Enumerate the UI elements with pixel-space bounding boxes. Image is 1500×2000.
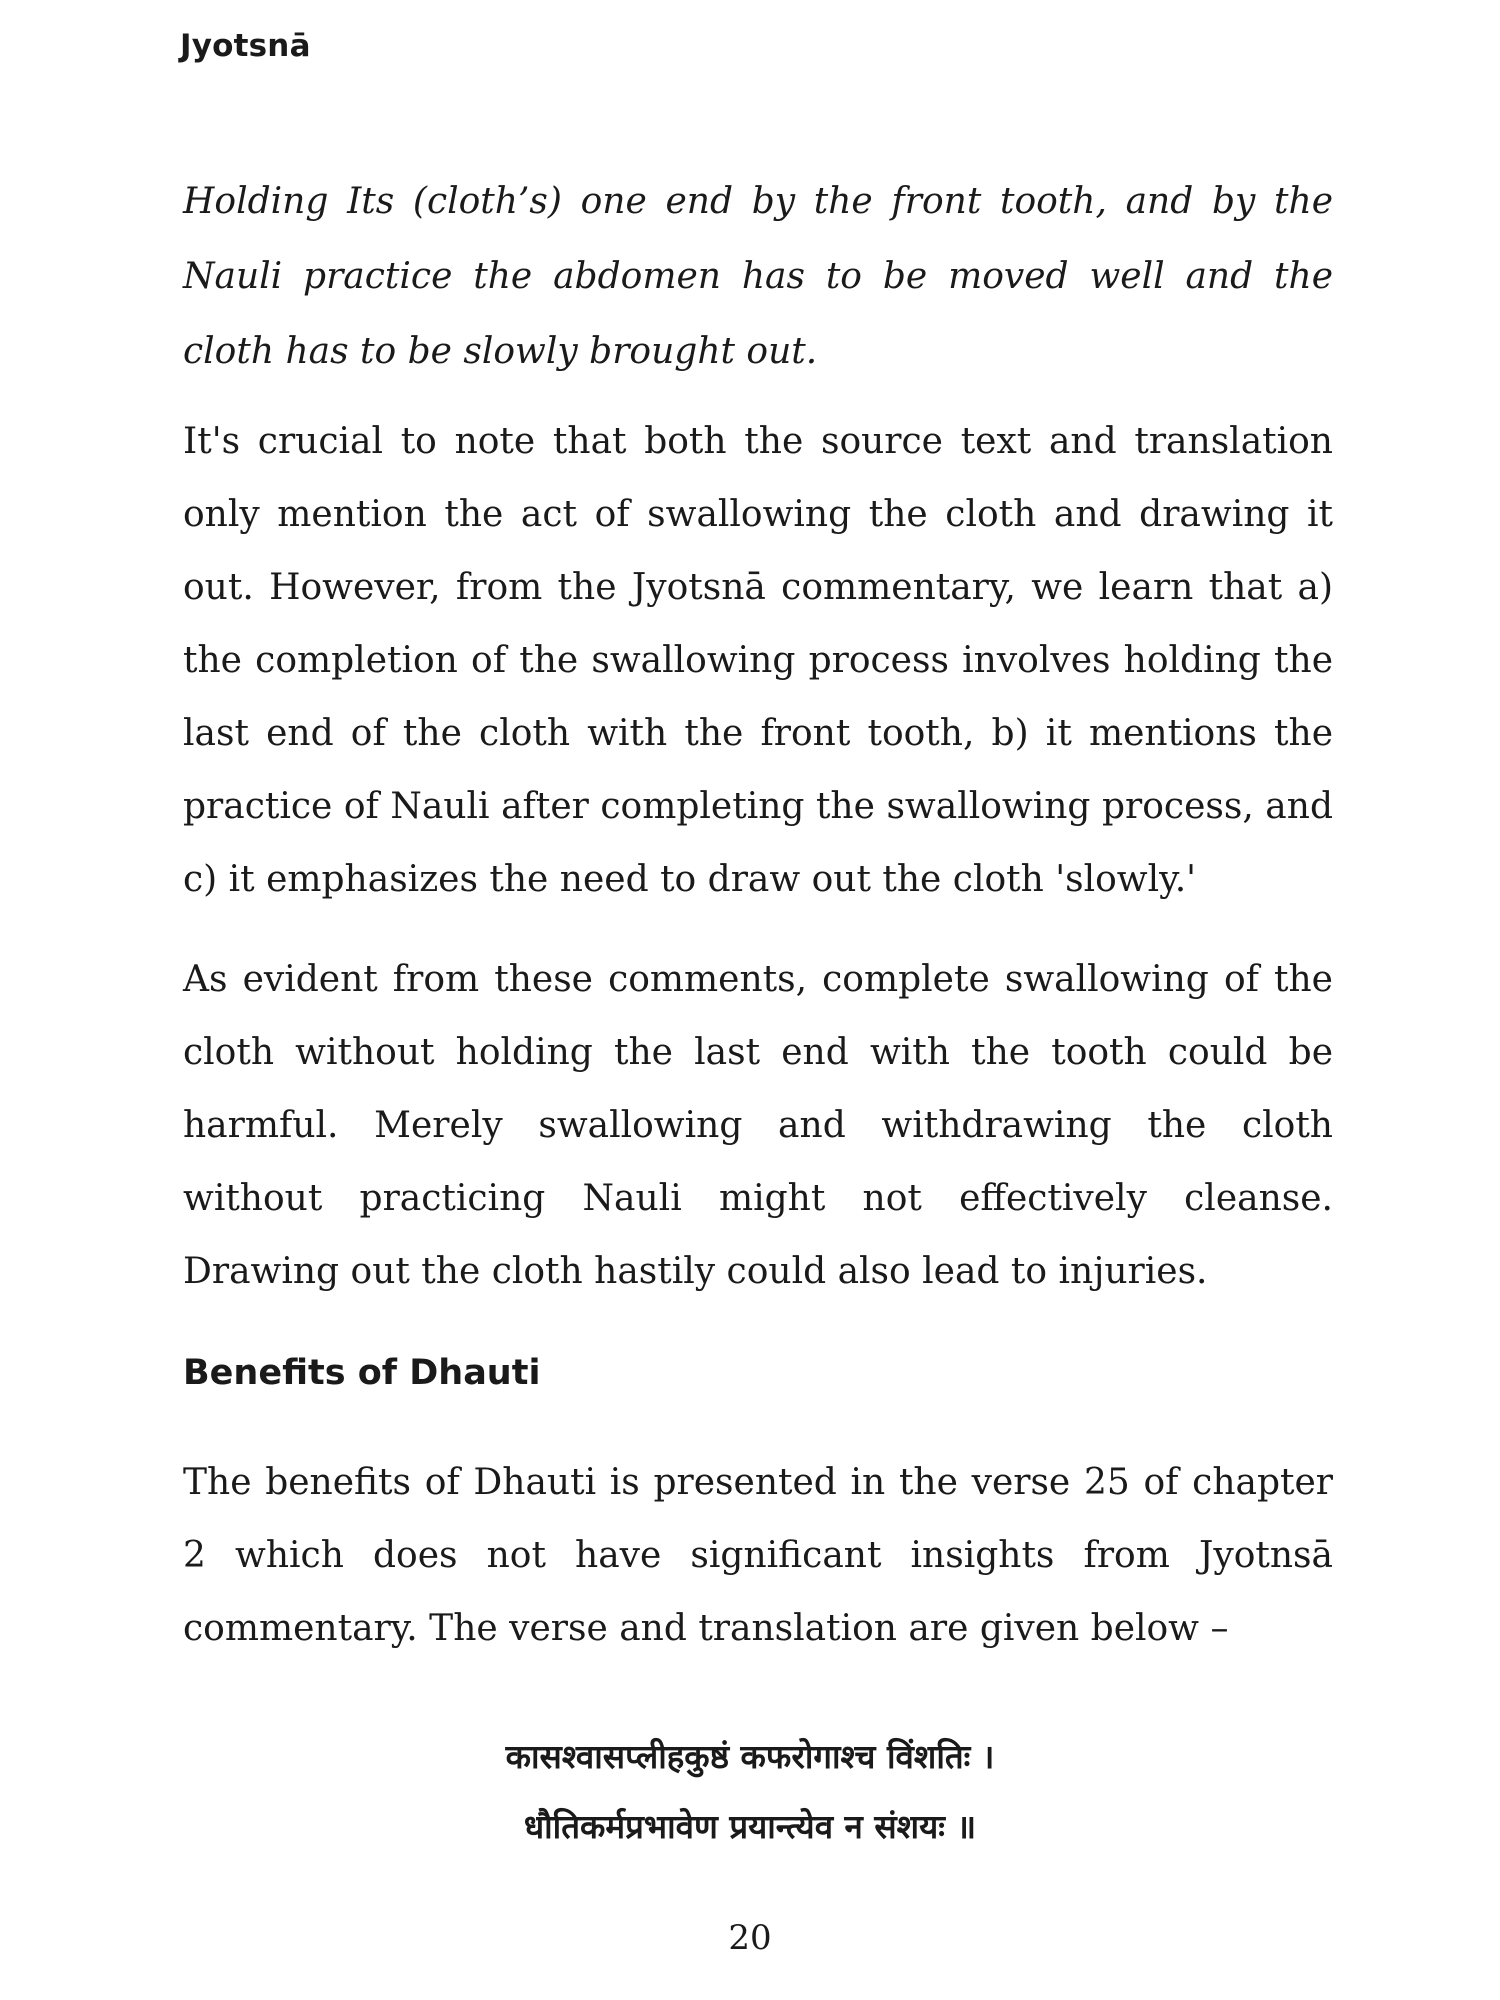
body-paragraph-commentary: It's crucial to note that both the source text and translation only mention the act of swallowing the cloth and drawing it out. However, from the Jyotsnā commentary, we learn that a) the completion of the swallowing process involves holding the last end of the cloth with the front tooth, b) it mentions the practice of Nauli after completing the swallowing process, and c) it emphasizes the need to draw out the cloth 'slowly.' — [183, 421, 1333, 900]
italic-translation-quote: Holding Its (cloth’s) one end by the front tooth, and by the Nauli practice the abdomen has to be moved well and the cloth has to be slowly brought out. — [183, 181, 1333, 372]
section-body-paragraph: The benefits of Dhauti is presented in the verse 25 of chapter 2 which does not have significant insights from Jyotnsā commentary. The verse and translation are given below – — [183, 1462, 1333, 1649]
page-number: 20 — [728, 1918, 772, 1958]
running-head: Jyotsnā — [180, 28, 311, 64]
body-paragraph-evidence: As evident from these comments, complete swallowing of the cloth without holding the last end with the tooth could be harmful. Merely swallowing and withdrawing the cloth without practicing Nauli might not effectively cleanse. Drawing out the cloth hastily could also lead to injuries. — [183, 959, 1333, 1292]
section-heading: Benefits of Dhauti — [183, 1353, 541, 1393]
verse-line-2: धौतिकर्मप्रभावेण प्रयान्त्येव न संशयः ॥ — [523, 1807, 977, 1846]
sanskrit-verse — [0, 1722, 1500, 1862]
verse-line-1: कासश्वासप्लीहकुष्ठं कफरोगाश्च विंशतिः । — [505, 1737, 995, 1776]
